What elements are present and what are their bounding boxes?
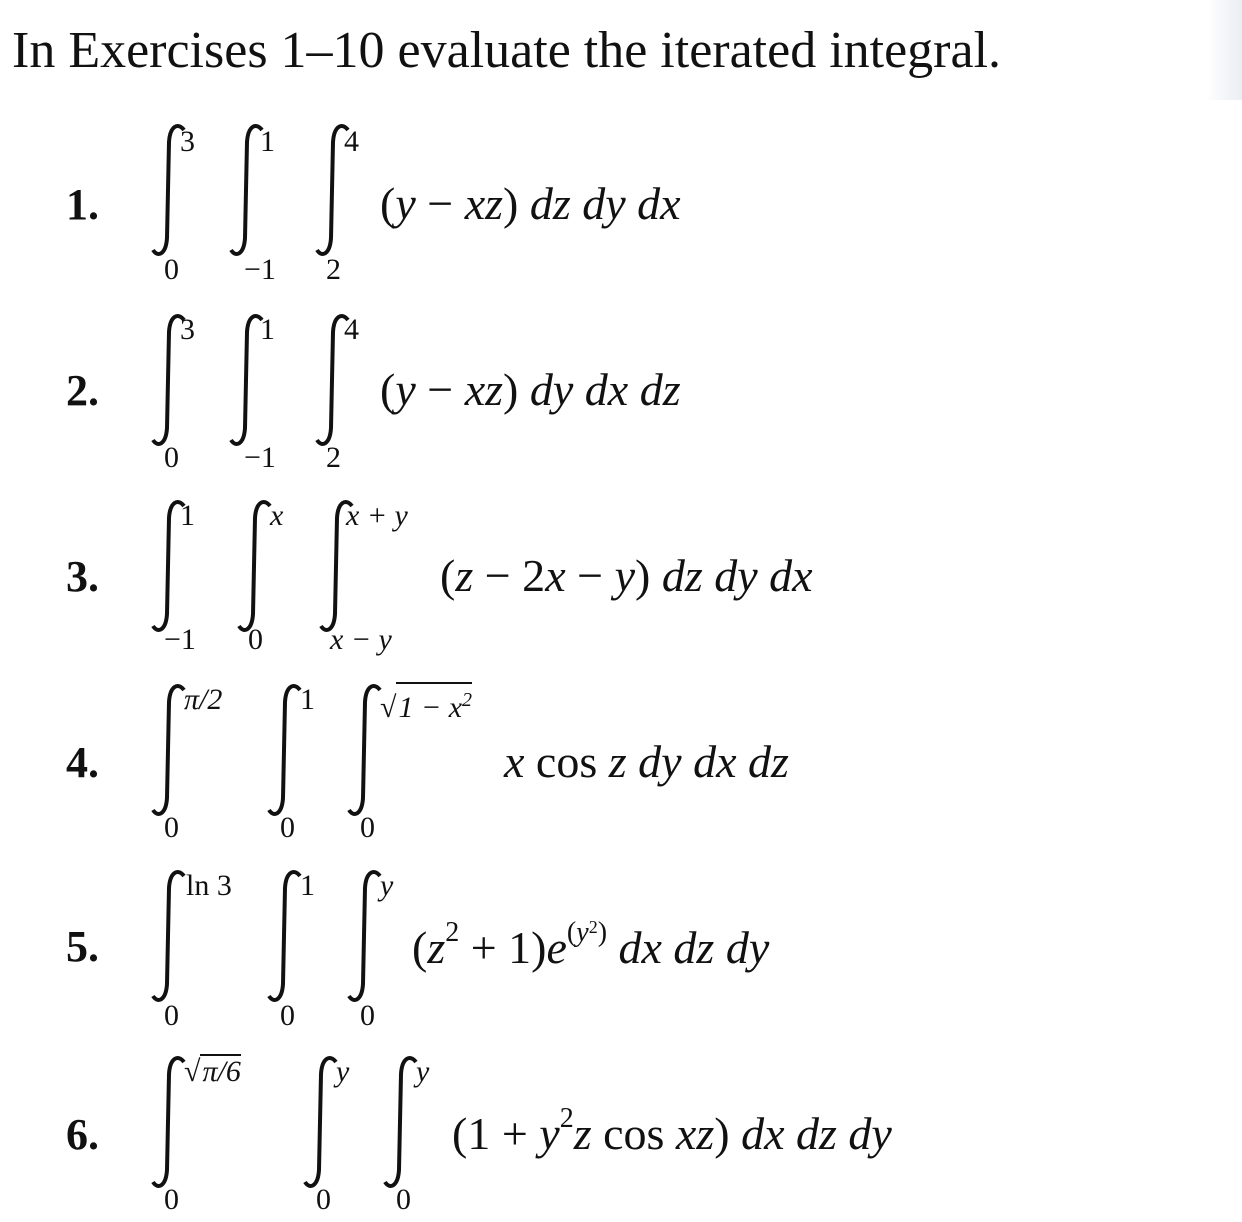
- exercise-number: 4.: [66, 738, 99, 787]
- upper-limit: 1: [260, 313, 275, 346]
- sqrt-symbol: $√1 - x^2$: [380, 682, 472, 724]
- close-paren: ): [503, 178, 519, 229]
- integrand: [380, 364, 681, 416]
- upper-limit: 4: [344, 125, 359, 158]
- exp-open-paren: (: [566, 916, 577, 948]
- upper-limit: 4: [344, 313, 359, 346]
- differentials: dz dy dx: [518, 178, 681, 229]
- close-paren: ): [503, 364, 519, 415]
- close-paren: ): [634, 550, 651, 601]
- integrand: [380, 178, 681, 230]
- radicand: π/6: [202, 1055, 241, 1088]
- exp-power: [567, 917, 607, 948]
- integrand: [440, 550, 813, 602]
- variable: z: [427, 922, 446, 973]
- variable: y: [395, 364, 416, 415]
- upper-limit-sqrt: [380, 682, 472, 724]
- lower-limit: 0: [164, 999, 179, 1032]
- variable: z: [573, 1108, 592, 1159]
- upper-limit: π/2: [184, 683, 223, 716]
- page-edge-shade: [1206, 0, 1242, 100]
- radicand-text: 1 − x: [398, 691, 463, 724]
- term: + 1): [459, 922, 547, 973]
- lower-limit: 0: [248, 623, 263, 656]
- variable: z: [608, 736, 627, 787]
- function: cos: [524, 736, 609, 787]
- upper-limit: 3: [180, 313, 195, 346]
- lower-limit: 0: [164, 441, 179, 474]
- upper-limit: 1: [300, 683, 315, 716]
- lower-limit: 2: [326, 441, 341, 474]
- lower-limit: −1: [244, 441, 276, 474]
- lower-limit: 0: [280, 811, 295, 844]
- lower-limit: 0: [164, 811, 179, 844]
- variable: z: [455, 550, 474, 601]
- variable: y: [539, 1108, 560, 1159]
- upper-limit: y: [416, 1055, 430, 1088]
- upper-limit: ln 3: [186, 869, 232, 902]
- operator: −: [565, 550, 615, 601]
- open-paren: (: [380, 364, 396, 415]
- upper-limit: 1: [300, 869, 315, 902]
- open-paren: (: [440, 550, 456, 601]
- lower-limit: 0: [164, 1183, 179, 1216]
- exercise-number: 2.: [66, 366, 99, 415]
- variable: x: [545, 550, 566, 601]
- variable: xz: [464, 178, 504, 229]
- integrand: [452, 1102, 892, 1160]
- open-paren: (1 +: [452, 1108, 540, 1159]
- lower-limit: 0: [360, 999, 375, 1032]
- exp-inner-power: 2: [588, 916, 598, 937]
- upper-limit: x + y: [346, 499, 408, 532]
- exponent: 2: [462, 689, 473, 711]
- exercise-heading: In Exercises 1–10 evaluate the iterated integral.: [12, 22, 1002, 79]
- integrand: [504, 736, 789, 788]
- variable: x: [504, 736, 525, 787]
- sqrt-symbol: √π/6: [184, 1055, 241, 1088]
- upper-limit: 1: [180, 499, 195, 532]
- exercise-number: 5.: [66, 922, 99, 971]
- exercise-number: 3.: [66, 552, 99, 601]
- lower-limit: 2: [326, 253, 341, 286]
- upper-limit: 1: [260, 125, 275, 158]
- lower-limit: 0: [164, 253, 179, 286]
- variable: y: [395, 178, 416, 229]
- lower-limit: 0: [280, 999, 295, 1032]
- function: cos: [591, 1108, 676, 1159]
- upper-limit: 3: [180, 125, 195, 158]
- open-paren: (: [380, 178, 396, 229]
- exercise-2: [0, 310, 1242, 480]
- lower-limit: 0: [316, 1183, 331, 1216]
- open-paren: (: [412, 922, 428, 973]
- operator: −: [415, 178, 465, 229]
- exercise-number: 1.: [66, 180, 99, 229]
- upper-limit: y: [380, 869, 394, 902]
- integrand: [412, 916, 770, 974]
- exercise-5: [0, 866, 1242, 1036]
- upper-limit: y: [336, 1055, 350, 1088]
- exponent: 2: [445, 916, 460, 948]
- exercise-6: [0, 1052, 1242, 1222]
- operator: −: [415, 364, 465, 415]
- differentials: dx dz dy: [729, 1108, 892, 1159]
- lower-limit: −1: [164, 623, 196, 656]
- operator: − 2: [473, 550, 546, 601]
- exercise-4: [0, 680, 1242, 850]
- differentials: dz dy dx: [650, 550, 813, 601]
- integral-sign: [150, 866, 190, 1006]
- differentials: dx dz dy: [607, 922, 770, 973]
- differentials: dy dx dz: [626, 736, 789, 787]
- exercise-number: 6.: [66, 1110, 99, 1159]
- exercise-1: [0, 120, 1242, 290]
- lower-limit: 0: [396, 1183, 411, 1216]
- lower-limit: −1: [244, 253, 276, 286]
- close-paren: ): [714, 1108, 730, 1159]
- upper-limit-sqrt: [184, 1054, 241, 1088]
- upper-limit: x: [270, 499, 284, 532]
- variable: xz: [675, 1108, 715, 1159]
- lower-limit: x − y: [330, 623, 392, 656]
- variable: y: [614, 550, 635, 601]
- variable: xz: [464, 364, 504, 415]
- lower-limit: 0: [360, 811, 375, 844]
- exponent: 2: [559, 1102, 574, 1134]
- exp-close-paren: ): [597, 916, 608, 948]
- exp-base: e: [546, 922, 567, 973]
- differentials: dy dx dz: [518, 364, 681, 415]
- exp-variable: y: [576, 916, 589, 948]
- exercise-3: [0, 496, 1242, 666]
- radicand: [396, 682, 472, 724]
